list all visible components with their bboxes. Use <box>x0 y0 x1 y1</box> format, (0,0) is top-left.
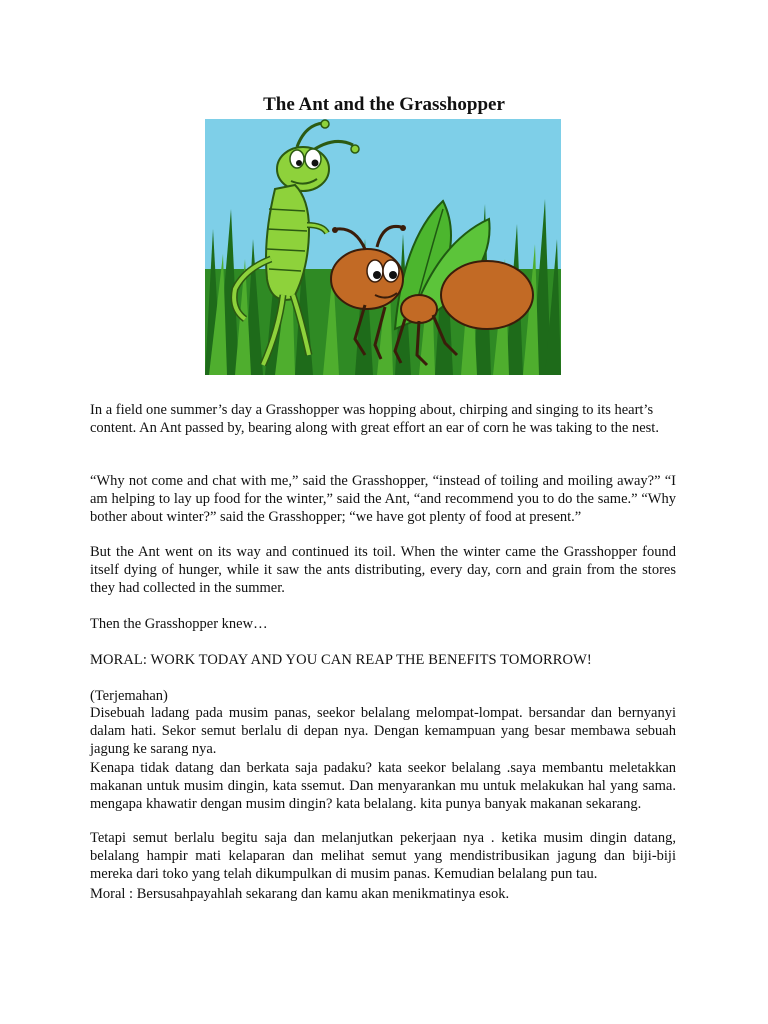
translation-paragraph-1: Disebuah ladang pada musim panas, seekor belalang melompat-lompat. bersandar dan bernyanyi dalam hati. Sekor semut berlalu di depan nya. Dengan kemampuan yang besar membawa sebuah jagung ke sarang nya. <box>90 705 676 757</box>
story-paragraph-3: But the Ant went on its way and continued its toil. When the winter came the Grasshopper found itself dying of hunger, while it saw the ants distributing, every day, corn and grain from the stores they had collected in the summer. <box>90 544 676 596</box>
translation-heading: (Terjemahan) <box>90 688 168 704</box>
page-title: The Ant and the Grasshopper <box>263 94 505 115</box>
story-paragraph-2: “Why not come and chat with me,” said the Grasshopper, “instead of toiling and moiling away?” “I am helping to lay up food for the winter,” said the Ant, “and recommend you to do the same.” “Why bother about winter?” said the Grasshopper; “we have got plenty of food at present.” <box>90 473 676 525</box>
story-paragraph-1: In a field one summer’s day a Grasshopper was hopping about, chirping and singing to its heart’s content. An Ant passed by, bearing along with great effort an ear of corn he was taking to the nest. <box>90 402 659 436</box>
story-paragraph-4: Then the Grasshopper knew… <box>90 616 268 632</box>
translation-paragraph-2: Kenapa tidak datang dan berkata saja padaku? kata seekor belalang .saya membantu meletakkan makanan untuk musim dingin, kata ssemut. Dan menyarankan mu untuk melakukan hal yang sama. mengapa khawatir dengan musim dingin? kata belalang. kita punya banyak makanan sekarang. <box>90 760 676 812</box>
ant-and-grasshopper-illustration <box>205 119 561 375</box>
moral-english: MORAL: WORK TODAY AND YOU CAN REAP THE BENEFITS TOMORROW! <box>90 652 592 668</box>
translation-moral: Moral : Bersusahpayahlah sekarang dan kamu akan menikmatinya esok. <box>90 886 510 902</box>
translation-paragraph-3: Tetapi semut berlalu begitu saja dan melanjutkan pekerjaan nya . ketika musim dingin datang, belalang hampir mati kelaparan dan melihat semut yang mendistribusikan jagung dan biji-biji mereka dari toko yang telah dikumpulkan di musim panas. Kemudian belalang pun tau. <box>90 830 676 882</box>
